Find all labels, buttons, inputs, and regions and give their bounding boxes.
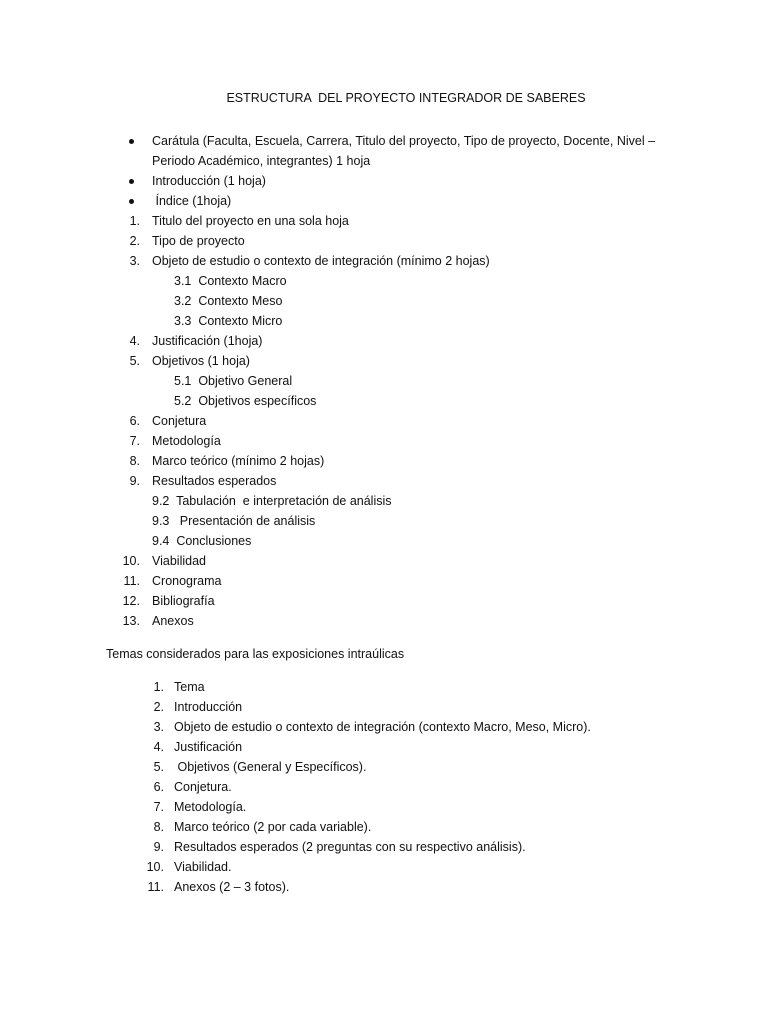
topic-item-text: Metodología.: [174, 800, 247, 814]
list-number: 10.: [122, 554, 140, 568]
topic-number: 3.: [153, 720, 164, 734]
list-item-text: Cronograma: [152, 574, 222, 588]
list-number: 1.: [129, 214, 140, 228]
sub-item-text: 5.1 Objetivo General: [174, 374, 293, 388]
topic-item-text: Resultados esperados (2 preguntas con su respectivo análisis).: [174, 840, 526, 854]
list-item-text: Justificación (1hoja): [152, 334, 263, 348]
topic-item-text: Conjetura.: [174, 780, 232, 794]
topic-item-text: Introducción: [174, 700, 243, 714]
section-heading: Temas considerados para las exposiciones intraúlicas: [106, 647, 405, 661]
list-number: 11.: [123, 574, 140, 588]
topic-number: 6.: [153, 780, 164, 794]
sub-item-text: 3.2 Contexto Meso: [174, 294, 283, 308]
topic-number: 11.: [147, 880, 164, 894]
list-number: 5.: [129, 354, 140, 368]
topic-number: 7.: [153, 800, 164, 814]
sub-item-text: 9.3 Presentación de análisis: [152, 514, 316, 528]
list-number: 12.: [122, 594, 140, 608]
bullet-item-text: Carátula (Faculta, Escuela, Carrera, Titulo del proyecto, Tipo de proyecto, Docente, Nivel –: [152, 134, 656, 148]
list-item-text: Viabilidad: [152, 554, 206, 568]
bullet-item-text: Periodo Académico, integrantes) 1 hoja: [152, 154, 371, 168]
bullet-icon: [129, 179, 134, 184]
topic-item-text: Anexos (2 – 3 fotos).: [174, 880, 290, 894]
bullet-item-text: Índice (1hoja): [152, 194, 232, 208]
topic-number: 10.: [146, 860, 164, 874]
topic-item-text: Objeto de estudio o contexto de integración (contexto Macro, Meso, Micro).: [174, 720, 591, 734]
list-number: 7.: [129, 434, 140, 448]
list-item-text: Conjetura: [152, 414, 207, 428]
list-number: 6.: [129, 414, 140, 428]
sub-item-text: 3.1 Contexto Macro: [174, 274, 287, 288]
list-item-text: Objetivos (1 hoja): [152, 354, 250, 368]
list-item-text: Anexos: [152, 614, 194, 628]
sub-item-text: 9.4 Conclusiones: [152, 534, 252, 548]
topic-number: 9.: [153, 840, 164, 854]
list-item-text: Bibliografía: [152, 594, 215, 608]
topic-item-text: Objetivos (General y Específicos).: [174, 760, 367, 774]
list-number: 13.: [122, 614, 140, 628]
list-item-text: Metodología: [152, 434, 221, 448]
list-item-text: Titulo del proyecto en una sola hoja: [152, 214, 349, 228]
sub-item-text: 5.2 Objetivos específicos: [174, 394, 317, 408]
bullet-icon: [129, 139, 134, 144]
list-number: 9.: [129, 474, 140, 488]
topic-item-text: Marco teórico (2 por cada variable).: [174, 820, 372, 834]
list-item-text: Tipo de proyecto: [152, 234, 245, 248]
list-item-text: Marco teórico (mínimo 2 hojas): [152, 454, 325, 468]
sub-item-text: 9.2 Tabulación e interpretación de análisis: [152, 494, 392, 508]
topic-number: 1.: [153, 680, 164, 694]
sub-item-text: 3.3 Contexto Micro: [174, 314, 283, 328]
list-number: 2.: [129, 234, 140, 248]
list-item-text: Objeto de estudio o contexto de integración (mínimo 2 hojas): [152, 254, 490, 268]
topic-number: 2.: [153, 700, 164, 714]
topic-number: 4.: [153, 740, 164, 754]
list-number: 8.: [129, 454, 140, 468]
topic-item-text: Viabilidad.: [174, 860, 232, 874]
bullet-icon: [129, 199, 134, 204]
list-number: 4.: [129, 334, 140, 348]
bullet-item-text: Introducción (1 hoja): [152, 174, 266, 188]
topic-number: 8.: [153, 820, 164, 834]
list-item-text: Resultados esperados: [152, 474, 277, 488]
topic-item-text: Justificación: [174, 740, 243, 754]
list-number: 3.: [129, 254, 140, 268]
document-title: ESTRUCTURA DEL PROYECTO INTEGRADOR DE SABERES: [226, 91, 586, 105]
topic-item-text: Tema: [174, 680, 205, 694]
topic-number: 5.: [153, 760, 164, 774]
